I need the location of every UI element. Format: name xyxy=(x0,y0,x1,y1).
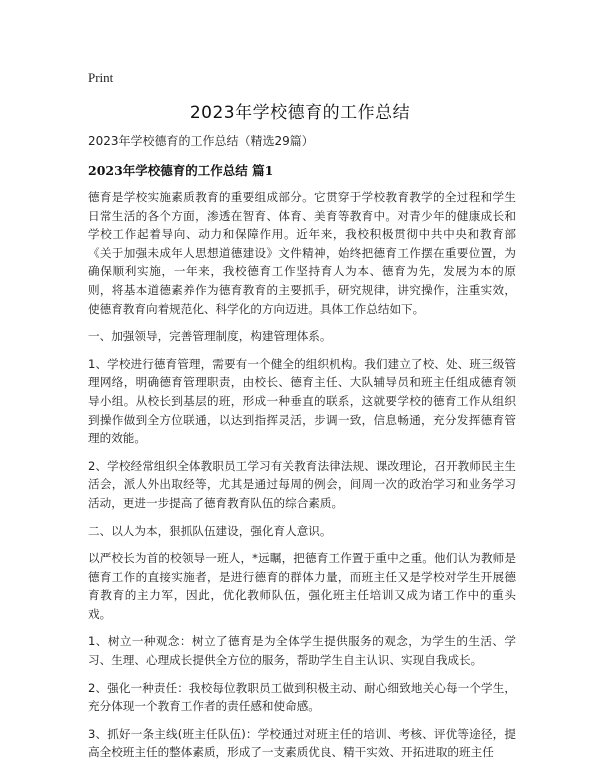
section-heading: 2023年学校德育的工作总结 篇1 xyxy=(88,163,274,178)
paragraph: 3、抓好一条主线(班主任队伍)：学校通过对班主任的培训、考核、评优等途径，提高全校班主任的整体素质，形成了一支素质优良、精干实效、开拓进取的班主任 xyxy=(88,726,516,760)
paragraph: 1、树立一种观念：树立了德育是为全体学生提供服务的观念，为学生的生活、学习、生理、心理成长提供全方位的服务，帮助学生自主认识、实现自我成长。 xyxy=(88,634,516,668)
paragraph: 以严校长为首的校领导一班人，*远瞩，把德育工作置于重中之重。他们认为教师是德育工作的直接实施者，是进行德育的群体力量，而班主任又是学校对学生开展德育教育的主力军，因此，优化教师队伍，强化班主任培训又成为诸工作中的重头戏。 xyxy=(88,551,516,621)
document-subtitle: 2023年学校德育的工作总结（精选29篇） xyxy=(88,134,314,148)
document-body xyxy=(88,188,516,771)
print-link[interactable]: Print xyxy=(88,70,114,85)
page-title: 2023年学校德育的工作总结 xyxy=(189,103,411,123)
paragraph: 2、学校经常组织全体教职员工学习有关教育法律法规、课改理论，召开教师民主生活会，派人外出取经等，尤其是通过每周的例会，间周一次的政治学习和业务学习活动，更进一步提高了德育教育队伍的综合素质。 xyxy=(88,458,516,510)
paragraph: 德育是学校实施素质教育的重要组成部分。它贯穿于学校教育教学的全过程和学生日常生活的各个方面，渗透在智育、体育、美育等教育中。对青少年的健康成长和学校工作起着导向、动力和保障作用。近年来，我校积极贯彻中共中央和教育部《关于加强未成年人思想道德建设》文件精神，始终把德育工作摆在重要位置，为确保顺利实施，一年来，我校德育工作坚持育人为本、德育为先，发展为本的原则，将基本道德素养作为德育教育的主要抓手，研究规律，讲究操作，注重实效，使德育教育向着规范化、科学化的方向迈进。具体工作总结如下。 xyxy=(88,190,516,316)
paragraph: 二、以人为本，狠抓队伍建设，强化育人意识。 xyxy=(88,523,332,538)
paragraph: 一、加强领导，完善管理制度，构建管理体系。 xyxy=(88,329,332,344)
paragraph: 2、强化一种责任：我校每位教职员工做到积极主动、耐心细致地关心每一个学生，充分体现一个教育工作者的责任感和使命感。 xyxy=(88,680,516,714)
paragraph: 1、学校进行德育管理，需要有一个健全的组织机构。我们建立了校、处、班三级管理网络，明确德育管理职责，由校长、德育主任、大队辅导员和班主任组成德育领导小组。从校长到基层的班，形成一种垂直的联系，这就要学校的德育工作从组织到操作做到全方位联通，以达到指挥灵活，步调一致，信息畅通，充分发挥德育管理的效能。 xyxy=(88,356,516,446)
